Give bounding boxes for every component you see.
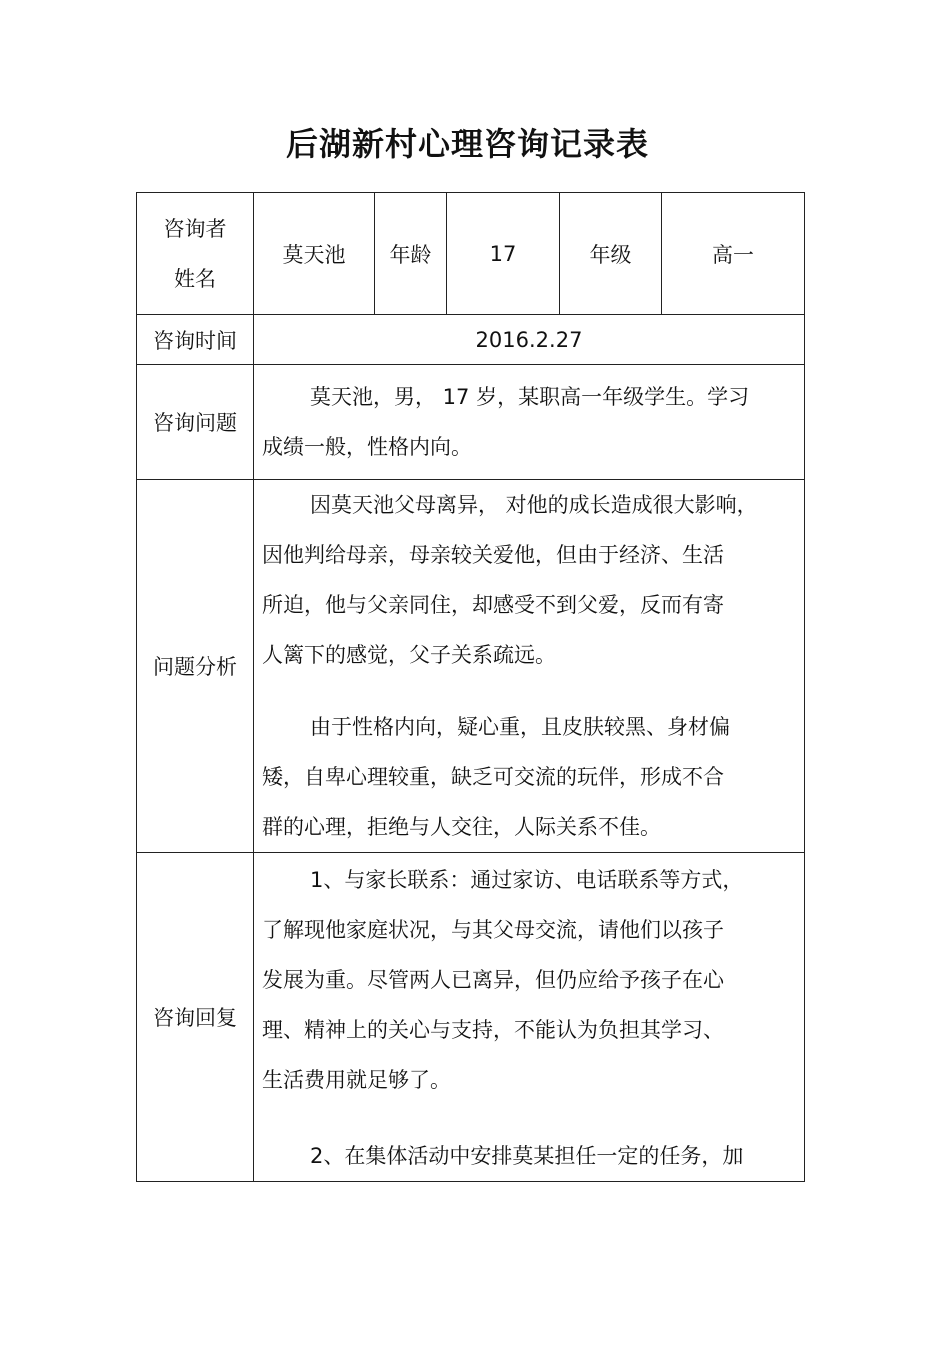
reply-p1-line-2: 了解现他家庭状况，与其父母交流，请他们以孩子: [262, 918, 724, 942]
reply-p1-line-4: 理、精神上的关心与支持，不能认为负担其学习、: [262, 1018, 724, 1042]
name-label-line2: 姓名: [174, 266, 216, 291]
reply-content: [254, 853, 805, 1182]
name-label-cell: [137, 193, 254, 315]
reply-p1-line-3: 发展为重。尽管两人已离异，但仍应给予孩子在心: [262, 968, 724, 992]
problem-content: [254, 365, 805, 480]
consultation-record-table: [136, 192, 805, 1182]
analysis-p1-line-3: 所迫，他与父亲同住，却感受不到父爱，反而有寄: [262, 593, 724, 617]
analysis-p2-line-2: 矮，自卑心理较重，缺乏可交流的玩伴，形成不合: [262, 765, 724, 789]
name-label-line1: 咨询者: [163, 216, 227, 241]
analysis-p2-line-1: 由于性格内向，疑心重，且皮肤较黑、身材偏: [310, 715, 730, 739]
analysis-content: [254, 480, 805, 853]
row-consult-reply: [137, 853, 805, 1182]
grade-value: 高一: [662, 193, 805, 315]
grade-label: 年级: [560, 193, 662, 315]
analysis-p1-line-2: 因他判给母亲，母亲较关爱他，但由于经济、生活: [262, 543, 724, 567]
document-title: 后湖新村心理咨询记录表: [285, 125, 649, 163]
problem-line-2: 成绩一般，性格内向。: [262, 435, 472, 459]
analysis-p2-line-3: 群的心理，拒绝与人交往，人际关系不佳。: [262, 815, 661, 839]
reply-p1-line-5: 生活费用就足够了。: [262, 1068, 451, 1092]
age-label: 年龄: [375, 193, 447, 315]
age-value: 17: [447, 193, 560, 315]
row-consult-problem: [137, 365, 805, 480]
row-consult-time: [137, 315, 805, 365]
problem-label: 咨询问题: [137, 365, 254, 480]
reply-p1-line-1: 1、与家长联系：通过家访、电话联系等方式，: [310, 868, 744, 892]
row-problem-analysis: [137, 480, 805, 853]
analysis-p1-line-4: 人篱下的感觉，父子关系疏远。: [262, 643, 556, 667]
row-basic-info: [137, 193, 805, 315]
name-value: 莫天池: [254, 193, 375, 315]
analysis-p1-line-1: 因莫天池父母离异， 对他的成长造成很大影响，: [310, 493, 758, 517]
time-value: 2016.2.27: [254, 315, 805, 365]
reply-p2-line-1: 2、在集体活动中安排莫某担任一定的任务，加: [310, 1144, 744, 1168]
time-label: 咨询时间: [137, 315, 254, 365]
problem-line-1: 莫天池，男， 17 岁，某职高一年级学生。学习: [310, 385, 750, 409]
reply-label: 咨询回复: [137, 853, 254, 1182]
analysis-label: 问题分析: [137, 480, 254, 853]
